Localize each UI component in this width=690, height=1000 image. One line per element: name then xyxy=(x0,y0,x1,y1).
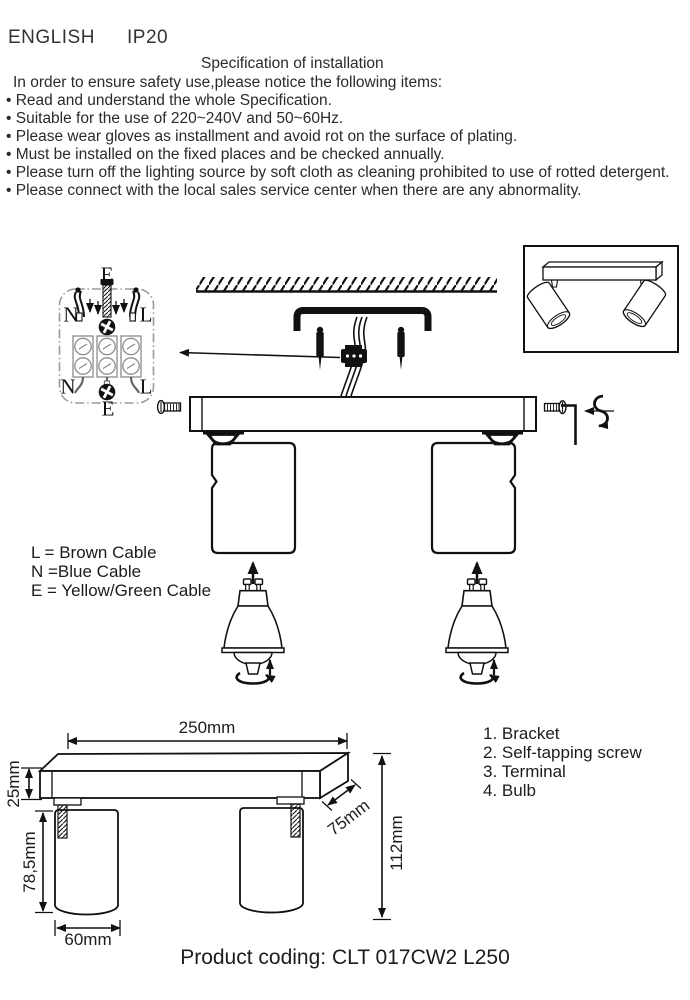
gu10-bulb-icon xyxy=(222,579,284,684)
dim-cylinder-height: 78,5mm xyxy=(20,831,39,893)
rotate-screw-icon xyxy=(585,396,614,426)
product-overview-inset xyxy=(524,246,678,352)
self-tapping-screw-icon xyxy=(397,327,404,370)
ip-rating-label: IP20 xyxy=(127,27,169,48)
parts-list-item: 1. Bracket xyxy=(483,724,560,743)
dim-bar-height: 25mm xyxy=(4,760,23,808)
product-coding: Product coding: CLT 017CW2 L250 xyxy=(180,946,510,969)
mounting-bracket xyxy=(297,311,428,332)
page-title: Specification of installation xyxy=(201,55,384,72)
dim-total-height: 112mm xyxy=(387,815,406,871)
safety-bullet: • Please wear gloves as installment and avoid rot on the surface of plating. xyxy=(6,128,518,145)
self-tapping-screw-icon xyxy=(316,327,323,370)
dim-bar-depth: 75mm xyxy=(324,795,374,840)
set-screw-icon-right xyxy=(545,401,566,414)
intro-line: In order to ensure safety use,please notice the following items: xyxy=(13,74,443,91)
terminal-label-earth-top: E xyxy=(100,262,114,287)
legend-live: L = Brown Cable xyxy=(31,543,157,562)
legend-earth: E = Yellow/Green Cable xyxy=(31,581,212,600)
safety-bullet: • Suitable for the use of 220~240V and 50~60Hz. xyxy=(6,110,344,127)
detail-callout-arrow xyxy=(180,353,340,358)
parts-list-item: 4. Bulb xyxy=(483,781,536,800)
ceiling-hatch xyxy=(196,277,497,292)
safety-bullet: • Read and understand the whole Specification. xyxy=(6,92,332,109)
terminal-label-live-top: L xyxy=(139,302,153,327)
gu10-bulb-icon xyxy=(446,579,508,684)
legend-neutral: N =Blue Cable xyxy=(31,562,142,581)
set-screw-icon-left xyxy=(158,401,181,414)
terminal-label-neutral-bottom: N xyxy=(60,374,76,399)
safety-bullet: • Please turn off the lighting source by soft cloth as cleaning prohibited to use of rotted detergent. xyxy=(6,164,670,181)
parts-list-item: 3. Terminal xyxy=(483,762,566,781)
spot-cylinder-left xyxy=(212,443,295,553)
terminal-label-earth-bottom: E xyxy=(101,396,115,421)
spot-cylinder-right xyxy=(432,443,515,553)
terminal-screw-icon xyxy=(96,316,118,338)
language-label: ENGLISH xyxy=(8,27,95,48)
parts-list-item: 2. Self-tapping screw xyxy=(483,743,642,762)
safety-bullet: • Must be installed on the fixed places and be checked annually. xyxy=(6,146,445,163)
dim-bar-length: 250mm xyxy=(178,718,236,737)
terminal-label-live-bottom: L xyxy=(139,374,153,399)
terminal-label-neutral-top: N xyxy=(63,302,79,327)
fixture-bar xyxy=(190,397,536,431)
dim-cylinder-diameter: 60mm xyxy=(64,930,112,949)
safety-bullet: • Please connect with the local sales service center when there are any abnormality. xyxy=(6,182,582,199)
